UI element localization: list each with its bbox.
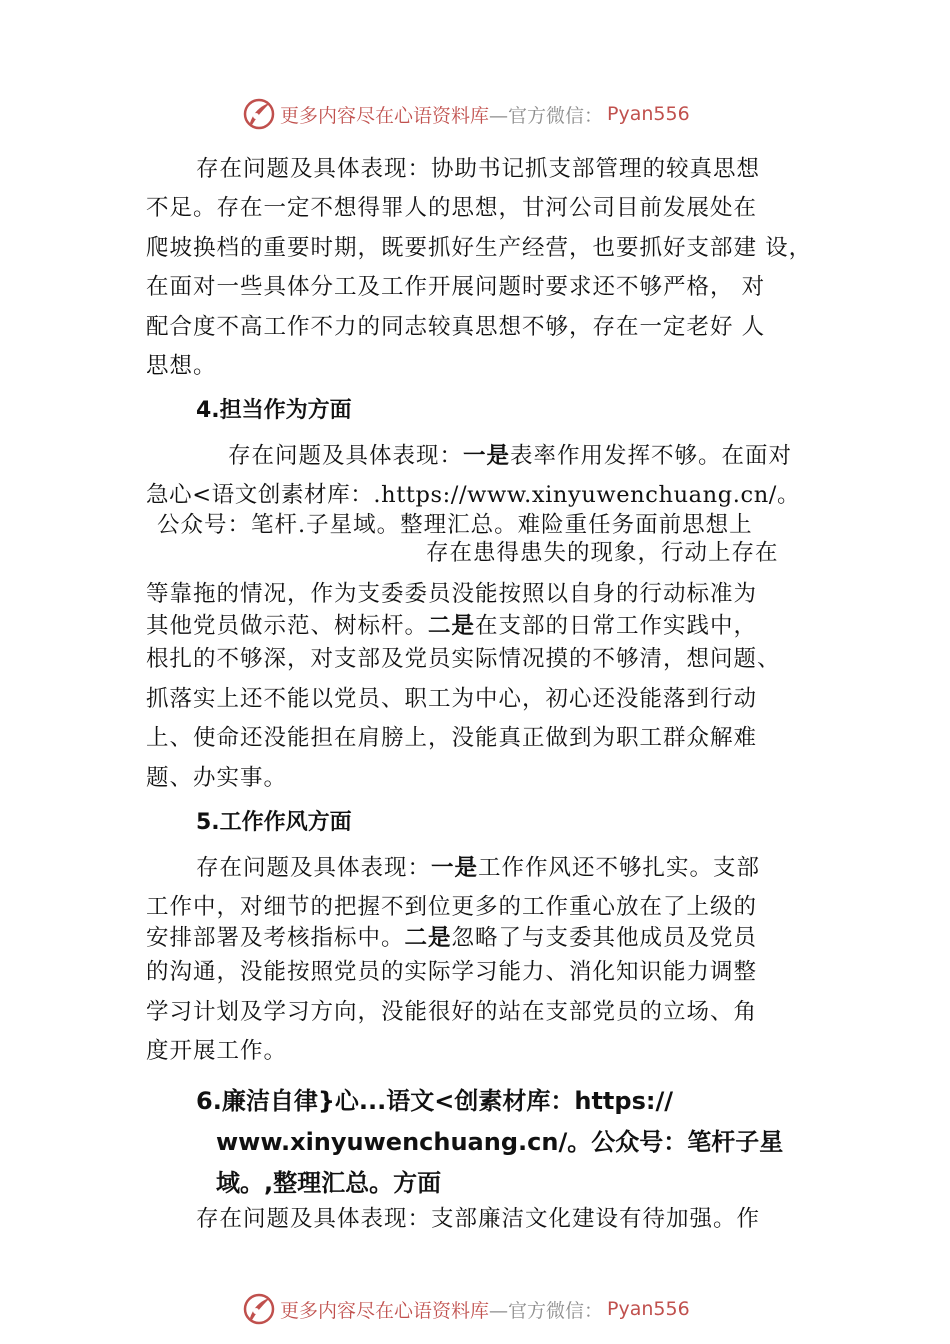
paragraph-2-line-6 <box>146 611 757 641</box>
text-run: 工作作风还不够扎实。支部 <box>478 855 761 881</box>
bold-marker: 一是 <box>431 855 479 881</box>
paragraph-3-line-4: 的沟通，没能按照党员的实际学习能力、消化知识能力调整 <box>146 959 758 985</box>
bold-marker: 一是 <box>463 443 511 469</box>
watermark-separator: —官方微信： <box>489 104 604 127</box>
paragraph-3-line-6: 度开展工作。 <box>146 1038 288 1064</box>
paragraph-1-line-6: 思想。 <box>146 353 217 379</box>
paragraph-2-line-9: 上、使命还没能担在肩膀上，没能真正做到为职工群众解难 <box>146 725 758 751</box>
paragraph-3-line-2: 工作中，对细节的把握不到位更多的工作重心放在了上级的 <box>146 894 758 920</box>
paragraph-1-line-5: 配合度不高工作不力的同志较真思想不够，存在一定老好 人 <box>146 314 766 340</box>
brand-logo-icon <box>242 97 276 131</box>
paragraph-2-line-8: 抓落实上还不能以党员、职工为中心，初心还没能落到行动 <box>146 686 758 712</box>
bold-marker: 二是 <box>404 925 452 951</box>
paragraph-2-line-4: 存在患得患失的现象，行动上存在 <box>426 540 779 566</box>
paragraph-1-line-2: 不足。存在一定不想得罪人的思想，甘河公司目前发展处在 <box>146 195 758 221</box>
section-heading-6-line-1: 6.廉洁自律}心...语文<创素材库：https:// <box>196 1087 673 1115</box>
section-heading-4: 4.担当作为方面 <box>196 398 352 423</box>
text-run: 表率作用发挥不够。在面对 <box>510 443 793 469</box>
paragraph-1-line-4: 在面对一些具体分工及工作开展问题时要求还不够严格， 对 <box>146 274 766 300</box>
watermark-brand: 更多内容尽在心语资料库 <box>280 1299 490 1322</box>
text-run: 安排部署及考核指标中。 <box>146 925 405 951</box>
section-heading-5: 5.工作作风方面 <box>196 810 352 835</box>
paragraph-4-line-1: 存在问题及具体表现：支部廉洁文化建设有待加强。作 <box>196 1206 761 1232</box>
paragraph-1-line-3: 爬坡换档的重要时期，既要抓好生产经营，也要抓好支部建 设， <box>146 235 813 261</box>
paragraph-2-line-1 <box>228 441 792 471</box>
text-run: 在支部的日常工作实践中， <box>475 613 758 639</box>
text-run: 存在问题及具体表现： <box>196 855 432 881</box>
watermark-wechat-id: Pyan556 <box>607 1298 690 1320</box>
watermark-header <box>242 96 690 132</box>
watermark-footer <box>242 1291 690 1327</box>
text-run: 其他党员做示范、树标杆。 <box>146 613 429 639</box>
watermark-brand: 更多内容尽在心语资料库 <box>280 104 490 127</box>
paragraph-2-line-5: 等靠拖的情况，作为支委委员没能按照以自身的行动标准为 <box>146 581 758 607</box>
section-heading-6-line-2: www.xinyuwenchuang.cn/。公众号：笔杆子星 <box>216 1128 784 1156</box>
paragraph-2-line-2: 急心<语文创素材库：.https://www.xinyuwenchuang.cn/。 <box>146 482 801 508</box>
paragraph-3-line-5: 学习计划及学习方向，没能很好的站在支部党员的立场、角 <box>146 999 758 1025</box>
section-heading-6-line-3: 域。,整理汇总。方面 <box>216 1169 442 1197</box>
text-run: 存在问题及具体表现： <box>228 443 464 469</box>
text-run: 忽略了与支委其他成员及党员 <box>451 925 758 951</box>
watermark-separator: —官方微信： <box>489 1299 604 1322</box>
paragraph-3-line-1 <box>196 853 760 883</box>
watermark-wechat-id: Pyan556 <box>607 103 690 125</box>
paragraph-3-line-3 <box>146 923 757 953</box>
paragraph-2-line-3: 公众号：笔杆.子星域。整理汇总。难险重任务面前思想上 <box>157 512 753 538</box>
paragraph-2-line-10: 题、办实事。 <box>146 765 288 791</box>
brand-logo-icon <box>242 1292 276 1326</box>
paragraph-1-line-1: 存在问题及具体表现：协助书记抓支部管理的较真思想 <box>196 156 761 182</box>
bold-marker: 二是 <box>428 613 476 639</box>
paragraph-2-line-7: 根扎的不够深，对支部及党员实际情况摸的不够清，想问题、 <box>146 646 781 672</box>
